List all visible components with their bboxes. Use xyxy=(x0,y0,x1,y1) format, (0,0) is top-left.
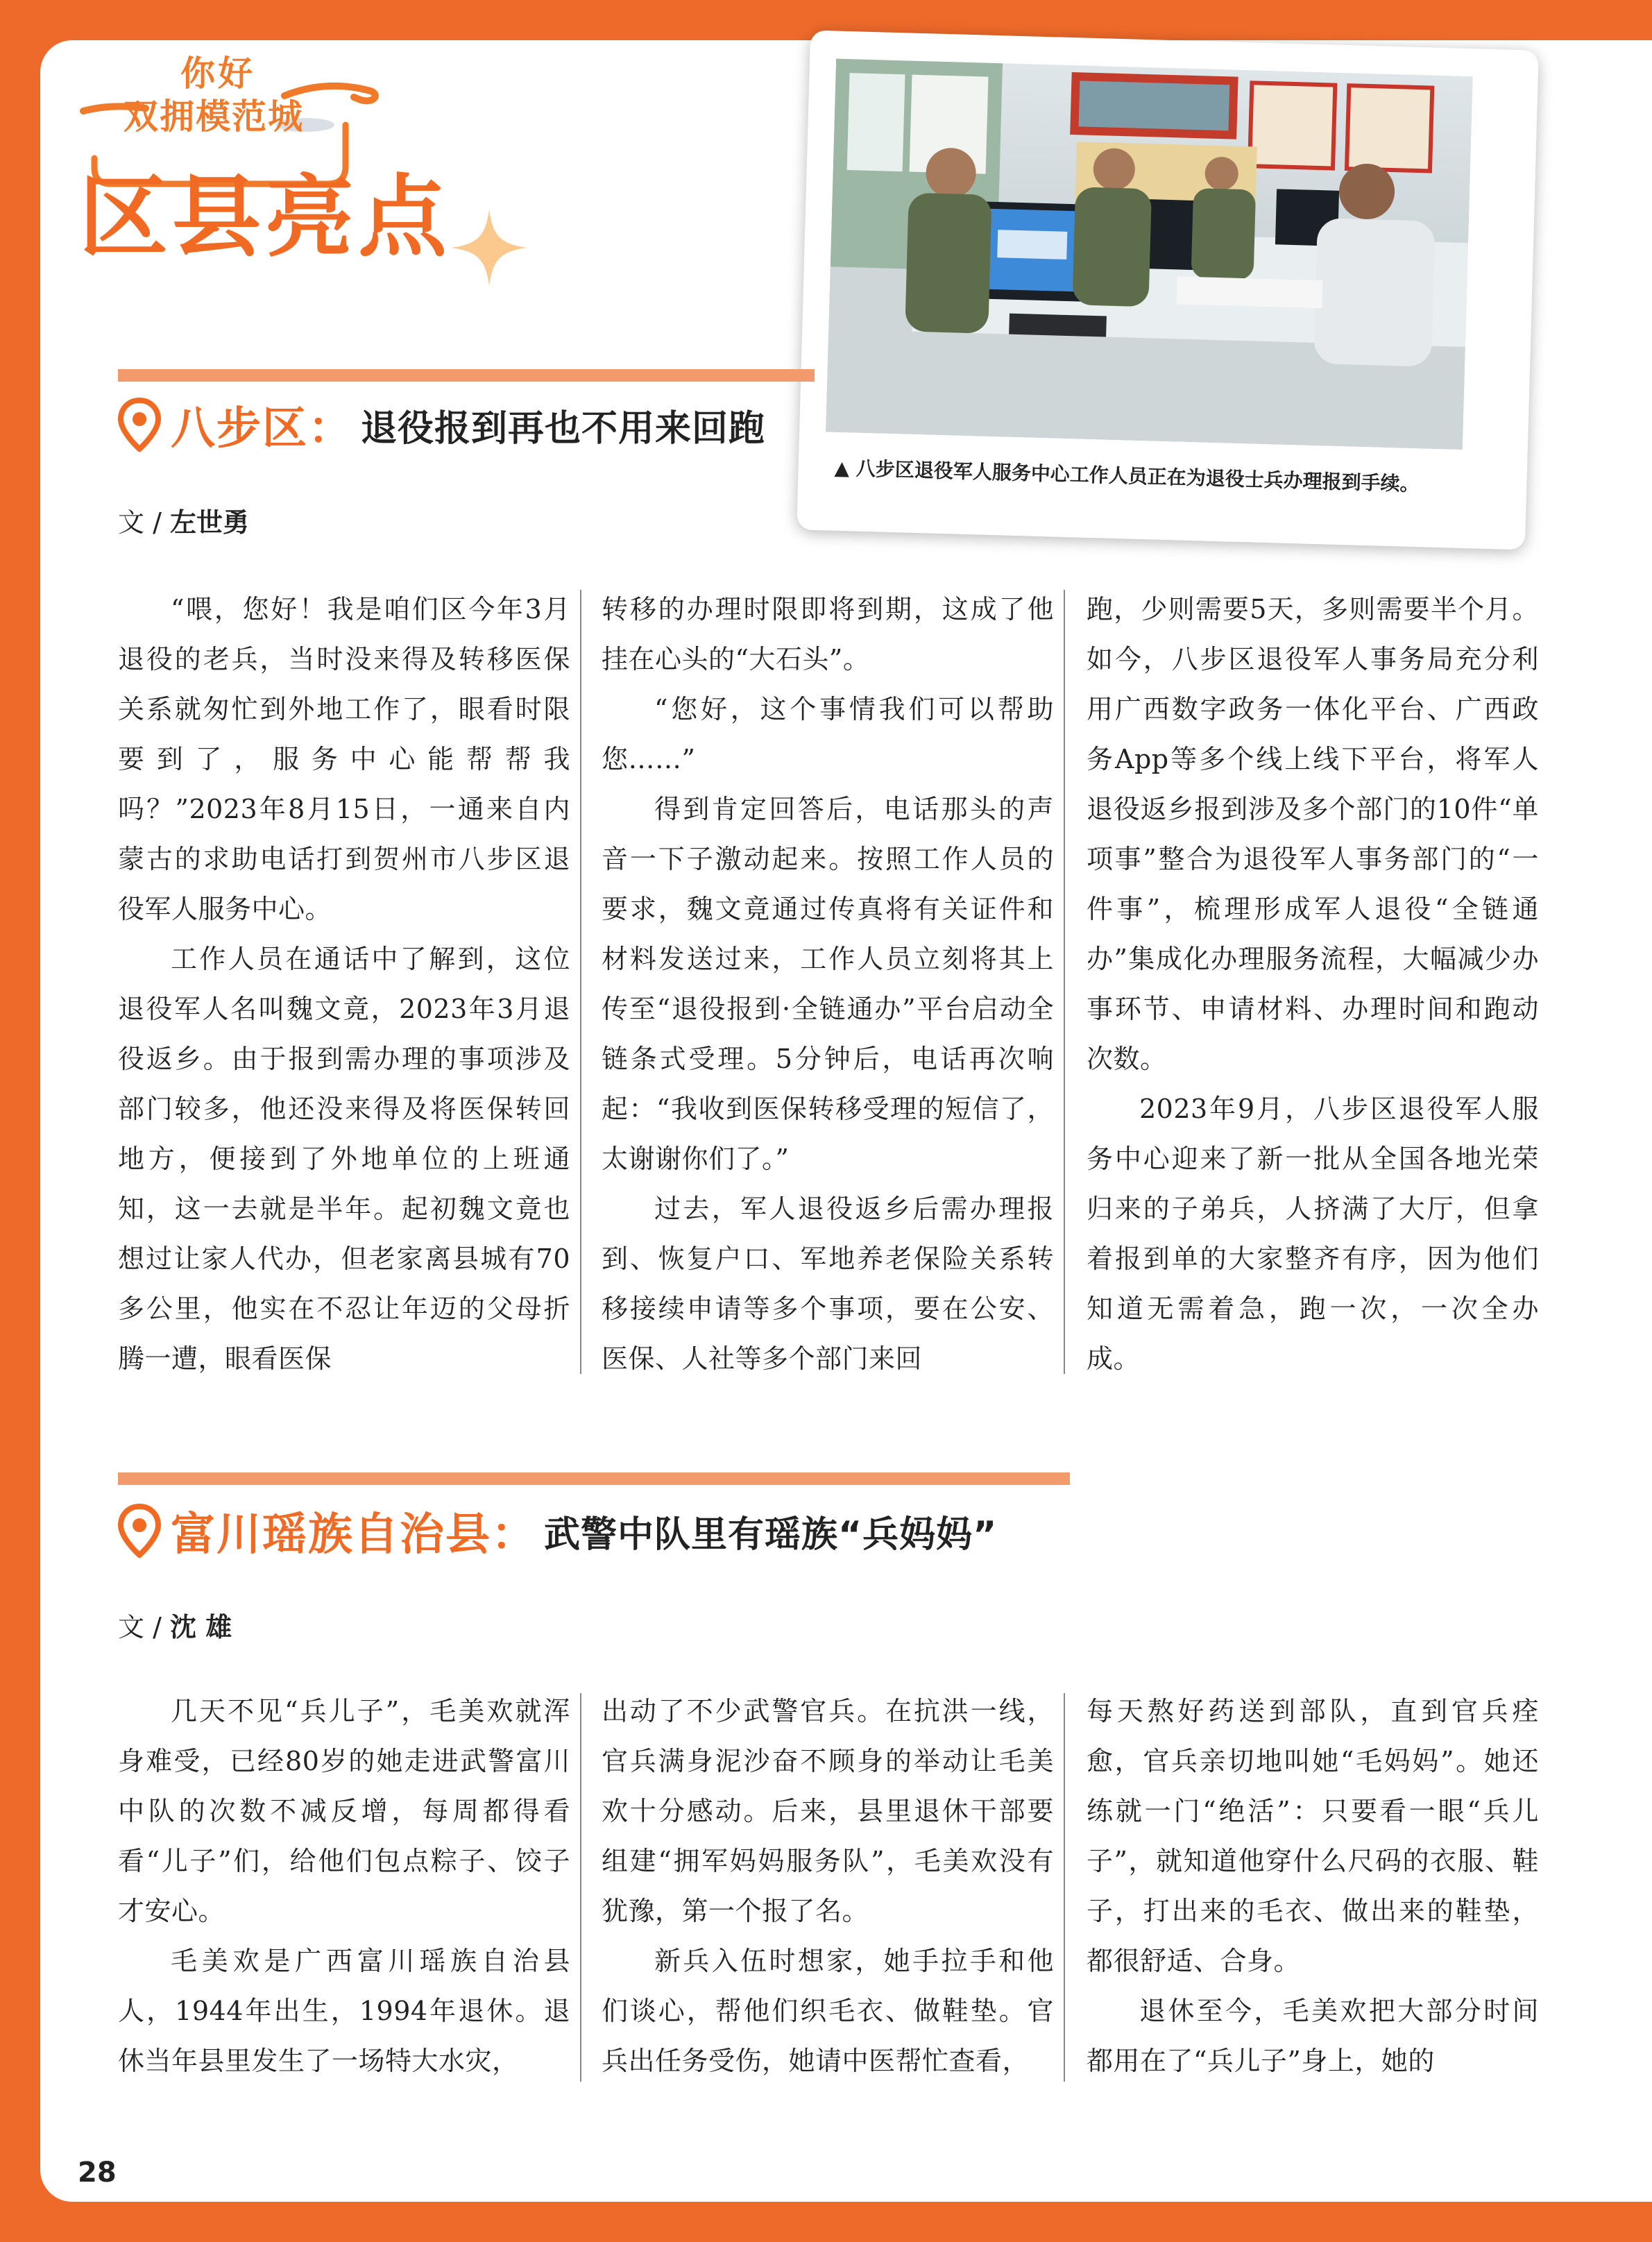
article-2-column-1 xyxy=(118,1686,570,2086)
logo-line-2: 双拥模范城 xyxy=(124,96,304,137)
district-name: 八步区： xyxy=(171,403,354,455)
paragraph: 转移的办理时限即将到期，这成了他挂在心头的“大石头”。 xyxy=(602,594,1054,674)
column-divider xyxy=(580,590,581,1374)
article-2-column-3 xyxy=(1087,1686,1539,2086)
article-2-headline xyxy=(118,1499,997,1563)
column-divider xyxy=(1064,590,1065,1374)
photo-card xyxy=(797,30,1539,550)
byline xyxy=(118,1606,232,1644)
paragraph: 退休至今，毛美欢把大部分时间都用在了“兵儿子”身上，她的 xyxy=(1087,1996,1539,2076)
article-headline: 武警中队里有瑶族“兵妈妈” xyxy=(544,1513,998,1556)
paragraph: 几天不见“兵儿子”，毛美欢就浑身难受，已经80岁的她走进武警富川中队的次数不减反增，每周都得看看“儿子”们，给他们包点粽子、饺子才安心。 xyxy=(118,1696,570,1926)
article-1-headline xyxy=(118,393,765,457)
paragraph: 新兵入伍时想家，她手拉手和他们谈心，帮他们织毛衣、做鞋垫。官兵出任务受伤，她请中医帮忙查看， xyxy=(602,1946,1054,2076)
article-1-column-2 xyxy=(602,584,1054,1384)
paragraph: 出动了不少武警官兵。在抗洪一线，官兵满身泥沙奋不顾身的举动让毛美欢十分感动。后来，县里退休干部要组建“拥军妈妈服务队”，毛美欢没有犹豫，第一个报了名。 xyxy=(602,1696,1054,1926)
photo-caption: ▲ 八步区退役军人服务中心工作人员正在为退役士兵办理报到手续。 xyxy=(834,456,1420,496)
paragraph: 2023年9月，八步区退役军人服务中心迎来了新一批从全国各地光荣归来的子弟兵，人挤满了大厅，但拿着报到单的大家整齐有序，因为他们知道无需着急，跑一次，一次全办成。 xyxy=(1087,1094,1539,1374)
headline-bar xyxy=(118,369,815,382)
byline-author: 左世勇 xyxy=(169,507,249,538)
district-name: 富川瑶族自治县： xyxy=(171,1509,537,1561)
sparkle-icon xyxy=(451,210,527,286)
column-divider xyxy=(580,1693,581,2082)
article-1-column-1 xyxy=(118,584,570,1384)
article-headline: 退役报到再也不用来回跑 xyxy=(361,407,766,450)
article-2-column-2 xyxy=(602,1686,1054,2086)
paragraph: 过去，军人退役返乡后需办理报到、恢复户口、军地养老保险关系转移接续申请等多个事项，要在公安、医保、人社等多个部门来回 xyxy=(602,1194,1054,1374)
logo-line-1: 你好 xyxy=(180,53,255,94)
byline-prefix: 文 / xyxy=(118,1612,170,1642)
headline-bar xyxy=(118,1472,1070,1485)
byline-prefix: 文 / xyxy=(118,507,170,538)
service-center-photo xyxy=(826,59,1473,450)
paragraph: 得到肯定回答后，电话那头的声音一下子激动起来。按照工作人员的要求，魏文竟通过传真将有关证件和材料发送过来，工作人员立刻将其上传至“退役报到·全链通办”平台启动全链条式受理。5分钟后，电话再次响起：“我收到医保转移受理的短信了，太谢谢你们了。” xyxy=(602,794,1054,1174)
location-pin-icon xyxy=(118,398,161,452)
paragraph: “您好，这个事情我们可以帮助您……” xyxy=(602,694,1054,774)
column-divider xyxy=(1064,1693,1065,2082)
byline xyxy=(118,501,249,539)
byline-author: 沈 雄 xyxy=(169,1612,232,1642)
page-number: 28 xyxy=(78,2157,117,2189)
paragraph: 工作人员在通话中了解到，这位退役军人名叫魏文竟，2023年3月退役返乡。由于报到需办理的事项涉及部门较多，他还没来得及将医保转回地方，便接到了外地单位的上班通知，这一去就是半年。起初魏文竟也想过让家人代办，但老家离县城有70多公里，他实在不忍让年迈的父母折腾一遭，眼看医保 xyxy=(118,944,570,1374)
section-title: 区县亮点 xyxy=(79,166,452,269)
paragraph: 毛美欢是广西富川瑶族自治县人，1944年出生，1994年退休。退休当年县里发生了一场特大水灾， xyxy=(118,1946,570,2076)
paragraph: 每天熬好药送到部队，直到官兵痊愈，官兵亲切地叫她“毛妈妈”。她还练就一门“绝活”：只要看一眼“兵儿子”，就知道他穿什么尺码的衣服、鞋子，打出来的毛衣、做出来的鞋垫，都很舒适、合身。 xyxy=(1087,1696,1539,1976)
paragraph: “喂，您好！我是咱们区今年3月退役的老兵，当时没来得及转移医保关系就匆忙到外地工作了，眼看时限要到了，服务中心能帮帮我吗？”2023年8月15日，一通来自内蒙古的求助电话打到贺州市八步区退役军人服务中心。 xyxy=(118,594,570,924)
article-1-column-3 xyxy=(1087,584,1539,1384)
paragraph: 跑，少则需要5天，多则需要半个月。如今，八步区退役军人事务局充分利用广西数字政务一体化平台、广西政务App等多个线上线下平台，将军人退役返乡报到涉及多个部门的10件“单项事”整合为退役军人事务部门的“一件事”，梳理形成军人退役“全链通办”集成化办理服务流程，大幅减少办事环节、申请材料、办理时间和跑动次数。 xyxy=(1087,594,1539,1074)
location-pin-icon xyxy=(118,1504,161,1558)
